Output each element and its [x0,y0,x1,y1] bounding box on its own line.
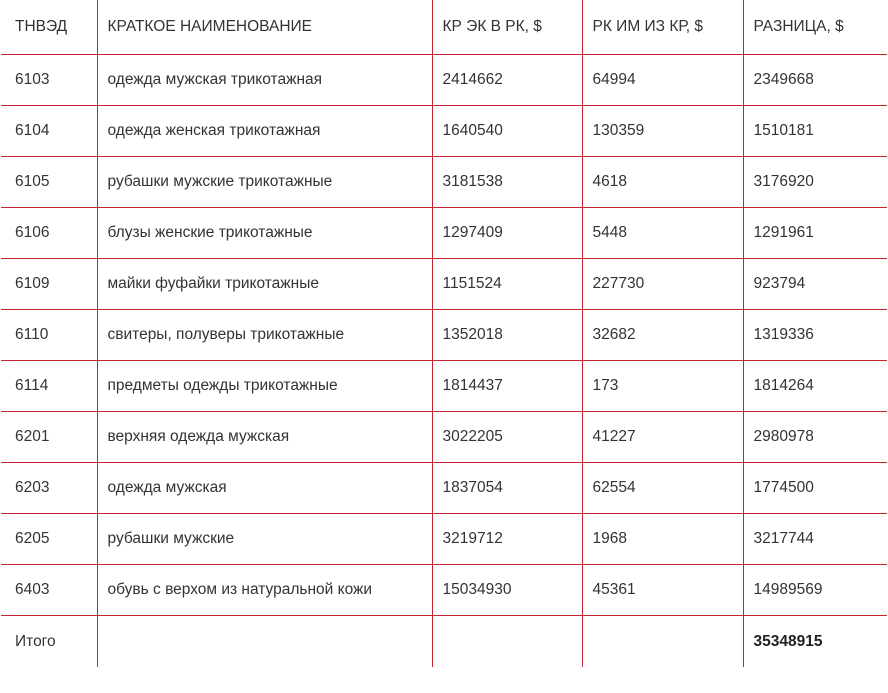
header-code: ТНВЭД [1,0,97,55]
cell-name: одежда мужская [97,463,432,514]
cell-difference: 3217744 [743,514,887,565]
cell-code: 6104 [1,106,97,157]
header-row [1,0,887,55]
cell-name: предметы одежды трикотажные [97,361,432,412]
cell-difference: 14989569 [743,565,887,616]
cell-export: 3022205 [432,412,582,463]
cell-difference: 3176920 [743,157,887,208]
total-label: Итого [15,632,56,650]
cell-name: майки фуфайки трикотажные [97,259,432,310]
cell-import: 1968 [582,514,743,565]
table-row [1,463,887,514]
table-row [1,565,887,616]
cell-name: рубашки мужские [97,514,432,565]
cell-difference: 1291961 [743,208,887,259]
cell-name: одежда женская трикотажная [97,106,432,157]
cell-code: 6201 [1,412,97,463]
cell-name: свитеры, полуверы трикотажные [97,310,432,361]
cell-code: 6109 [1,259,97,310]
cell-code: 6403 [1,565,97,616]
cell-export: 1297409 [432,208,582,259]
cell-name: рубашки мужские трикотажные [97,157,432,208]
cell-import: 41227 [582,412,743,463]
cell-name: верхняя одежда мужская [97,412,432,463]
cell-export: 1151524 [432,259,582,310]
cell-difference: 2349668 [743,55,887,106]
cell-export: 3219712 [432,514,582,565]
header-export: КР ЭК В РК, $ [432,0,582,55]
table-row [1,106,887,157]
total-export-empty [432,616,582,668]
cell-code: 6114 [1,361,97,412]
cell-import: 45361 [582,565,743,616]
cell-code: 6105 [1,157,97,208]
table-row [1,55,887,106]
table-row [1,259,887,310]
trade-table [1,0,887,667]
cell-code: 6203 [1,463,97,514]
cell-difference: 923794 [743,259,887,310]
cell-export: 3181538 [432,157,582,208]
table-header [1,0,887,55]
table-body [1,55,887,668]
header-name: КРАТКОЕ НАИМЕНОВАНИЕ [97,0,432,55]
header-import: РК ИМ ИЗ КР, $ [582,0,743,55]
cell-export: 1352018 [432,310,582,361]
total-row [1,616,887,668]
table-row [1,514,887,565]
cell-import: 32682 [582,310,743,361]
table-row [1,157,887,208]
table-row [1,412,887,463]
cell-import: 64994 [582,55,743,106]
table-row [1,361,887,412]
cell-difference: 1774500 [743,463,887,514]
cell-import: 4618 [582,157,743,208]
total-name-empty [97,616,432,668]
cell-code: 6110 [1,310,97,361]
cell-import: 227730 [582,259,743,310]
cell-import: 5448 [582,208,743,259]
cell-export: 1814437 [432,361,582,412]
cell-export: 1640540 [432,106,582,157]
header-difference: РАЗНИЦА, $ [743,0,887,55]
cell-export: 1837054 [432,463,582,514]
cell-difference: 1510181 [743,106,887,157]
cell-difference: 2980978 [743,412,887,463]
cell-import: 173 [582,361,743,412]
cell-import: 62554 [582,463,743,514]
cell-code: 6205 [1,514,97,565]
table-row [1,310,887,361]
cell-export: 2414662 [432,55,582,106]
cell-difference: 1319336 [743,310,887,361]
cell-name: одежда мужская трикотажная [97,55,432,106]
table-row [1,208,887,259]
cell-code: 6103 [1,55,97,106]
cell-export: 15034930 [432,565,582,616]
cell-name: обувь с верхом из натуральной кожи [97,565,432,616]
cell-import: 130359 [582,106,743,157]
total-difference: 35348915 [743,616,887,668]
cell-name: блузы женские трикотажные [97,208,432,259]
cell-difference: 1814264 [743,361,887,412]
total-import-empty [582,616,743,668]
cell-code: 6106 [1,208,97,259]
